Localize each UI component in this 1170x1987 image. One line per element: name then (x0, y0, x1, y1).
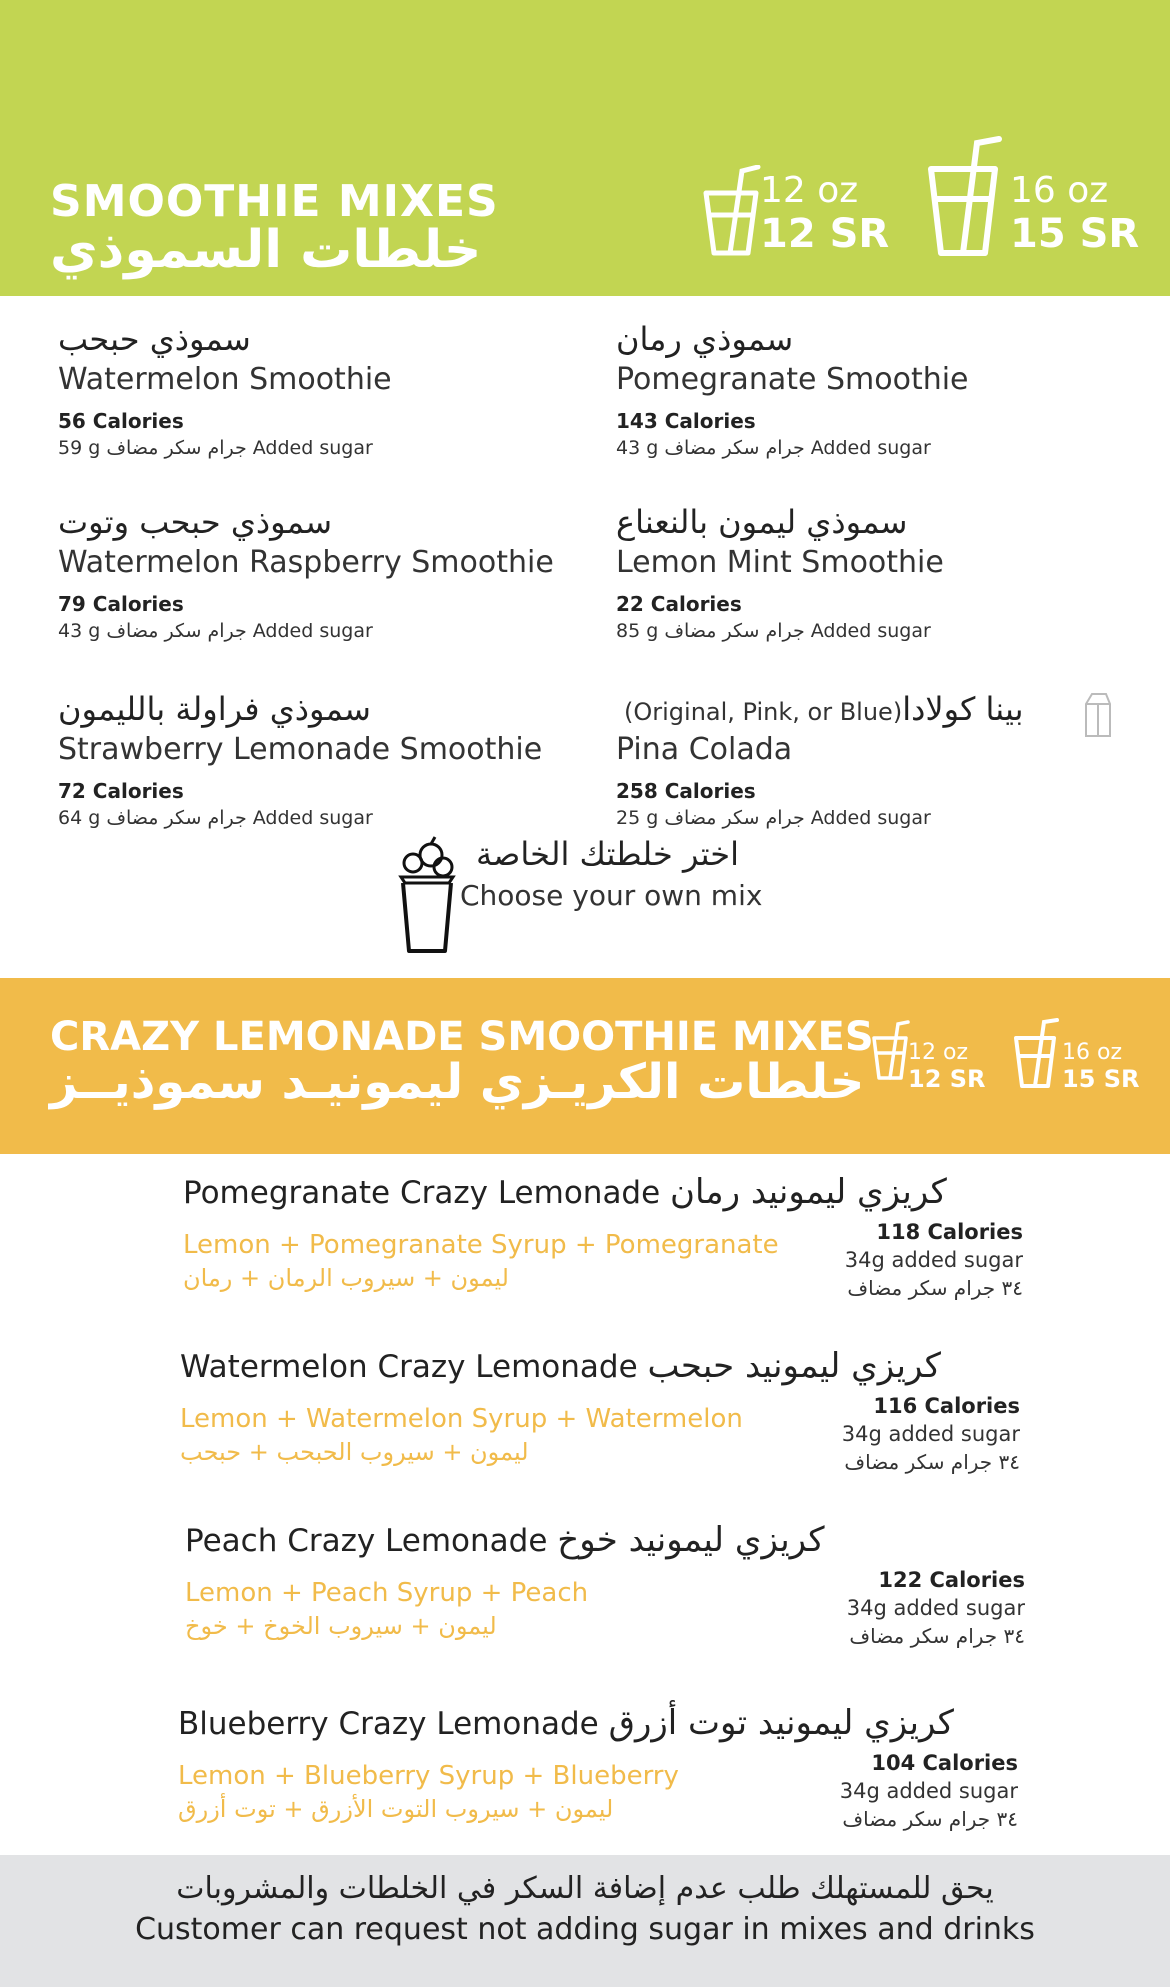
item-name-ar: سموذي فراولة بالليمون (58, 690, 371, 728)
item-name-ar: سموذي ليمون بالنعناع (616, 503, 908, 541)
ingredients-en: Lemon + Pomegranate Syrup + Pomegranate (183, 1230, 779, 1260)
cup-small-icon (700, 165, 762, 260)
menu-item (58, 690, 618, 829)
ingredients-ar: ليمون + سيروب الرمان + رمان (183, 1264, 509, 1292)
menu-item (58, 503, 618, 642)
footer-ar: يحق للمستهلك طلب عدم إضافة السكر في الخلطات والمشروبات (176, 1871, 994, 1906)
lemonade-size-large (1062, 1040, 1140, 1093)
item-name-en: Lemon Mint Smoothie (616, 545, 944, 580)
item-sugar: 43 g جرام سكر مضاف Added sugar (616, 437, 931, 459)
nutrition (847, 1568, 1025, 1648)
lemonade-title-ar: خلطات الكريـزي ليمونيـد سموذيــز (50, 1054, 865, 1110)
smoothie-size-large (1010, 170, 1139, 257)
lemonade-title (185, 1520, 1025, 1560)
carton-icon (1082, 690, 1114, 740)
item-name-en: Pina Colada (616, 732, 793, 767)
nutrition (842, 1394, 1020, 1474)
lemonade-sugar-en: 34g added sugar (844, 1248, 1023, 1272)
item-calories: 258 Calories (616, 779, 756, 803)
lemonade-header-band (0, 978, 1170, 1154)
item-name-ar-text: بينا كولادا (902, 690, 1024, 728)
nutrition (840, 1751, 1018, 1831)
footer-en: Customer can request not adding sugar in mixes and drinks (135, 1912, 1035, 1947)
item-name-en: Pomegranate Smoothie (616, 362, 969, 397)
item-name-ar: سموذي رمان (616, 320, 794, 358)
lemonade-calories: 118 Calories (876, 1220, 1023, 1244)
menu-item (616, 503, 1170, 642)
own-mix-en: Choose your own mix (460, 879, 763, 912)
lemonade-item (180, 1346, 1020, 1474)
item-name-ar: سموذي حبحب وتوت (58, 503, 333, 541)
ingredients-ar: ليمون + سيروب الحبحب + حبحب (180, 1438, 529, 1466)
menu-item (58, 320, 618, 459)
ingredients-en: Lemon + Peach Syrup + Peach (185, 1578, 589, 1608)
lemonade-sugar-ar: ٣٤ جرام سكر مضاف (842, 1807, 1018, 1831)
item-calories: 22 Calories (616, 592, 742, 616)
lemonade-title (183, 1172, 1023, 1212)
item-calories: 79 Calories (58, 592, 184, 616)
smoothie-title-ar: خلطات السموذي (50, 220, 482, 280)
lemonade-sugar-ar: ٣٤ جرام سكر مضاف (844, 1450, 1020, 1474)
lemonade-calories: 104 Calories (871, 1751, 1018, 1775)
lemonade-title-ar: كريزي ليمونيد حبحب (647, 1346, 941, 1386)
item-sugar: 43 g جرام سكر مضاف Added sugar (58, 620, 373, 642)
lemonade-item (185, 1520, 1025, 1648)
size-small-price: 12 SR (908, 1065, 986, 1093)
lemonade-title-en: Pomegranate Crazy Lemonade (183, 1175, 661, 1211)
lemonade-title-en: Peach Crazy Lemonade (185, 1523, 548, 1559)
ingredients-en: Lemon + Blueberry Syrup + Blueberry (178, 1761, 679, 1791)
lemonade-calories: 116 Calories (873, 1394, 1020, 1418)
item-name-en: Watermelon Raspberry Smoothie (58, 545, 554, 580)
item-name-en: Strawberry Lemonade Smoothie (58, 732, 543, 767)
smoothie-header-band (0, 0, 1170, 296)
lemonade-sugar-en: 34g added sugar (841, 1422, 1020, 1446)
nutrition (845, 1220, 1023, 1300)
smoothie-title-en: SMOOTHIE MIXES (50, 176, 499, 227)
lemonade-title-ar: كريزي ليمونيد رمان (670, 1172, 947, 1212)
lemonade-title-ar: كريزي ليمونيد خوخ (557, 1520, 825, 1560)
own-mix-block (400, 835, 820, 912)
cup-small-icon (870, 1020, 910, 1082)
lemonade-item (183, 1172, 1023, 1300)
item-sugar: 64 g جرام سكر مضاف Added sugar (58, 807, 373, 829)
item-calories: 56 Calories (58, 409, 184, 433)
item-sugar: 85 g جرام سكر مضاف Added sugar (616, 620, 931, 642)
lemonade-sugar-ar: ٣٤ جرام سكر مضاف (849, 1624, 1025, 1648)
lemonade-title-en: Blueberry Crazy Lemonade (178, 1706, 599, 1742)
size-small-price: 12 SR (760, 211, 890, 257)
ingredients-ar: ليمون + سيروب الخوخ + خوخ (185, 1612, 497, 1640)
lemonade-title-en: CRAZY LEMONADE SMOOTHIE MIXES (50, 1014, 874, 1060)
item-name-en: Watermelon Smoothie (58, 362, 392, 397)
item-name-ar: سموذي حبحب (58, 320, 251, 358)
item-sugar: 59 g جرام سكر مضاف Added sugar (58, 437, 373, 459)
lemonade-title-ar: كريزي ليمونيد توت أزرق (608, 1703, 954, 1743)
lemonade-sugar-en: 34g added sugar (846, 1596, 1025, 1620)
menu-item (616, 320, 1170, 459)
item-sugar: 25 g جرام سكر مضاف Added sugar (616, 807, 931, 829)
lemonade-sugar-en: 34g added sugar (839, 1779, 1018, 1803)
item-calories: 72 Calories (58, 779, 184, 803)
size-large-price: 15 SR (1062, 1065, 1140, 1093)
lemonade-title (178, 1703, 1018, 1743)
footer-note (0, 1855, 1170, 1987)
lemonade-calories: 122 Calories (878, 1568, 1025, 1592)
lemonade-title-en: Watermelon Crazy Lemonade (180, 1349, 638, 1385)
ingredients-ar: ليمون + سيروب التوت الأزرق + توت أزرق (178, 1795, 614, 1823)
lemonade-title (180, 1346, 1020, 1386)
cup-large-icon (1012, 1018, 1060, 1090)
item-calories: 143 Calories (616, 409, 756, 433)
lemonade-item (178, 1703, 1018, 1831)
own-mix-ar: اختر خلطتك الخاصة (476, 835, 739, 873)
lemonade-sugar-ar: ٣٤ جرام سكر مضاف (847, 1276, 1023, 1300)
size-large-oz: 16 oz (1010, 170, 1109, 211)
pina-variants-note: (Original, Pink, or Blue) (624, 698, 903, 726)
lemonade-size-small (908, 1040, 986, 1093)
smoothie-size-small (760, 170, 889, 257)
size-large-price: 15 SR (1010, 211, 1140, 257)
size-small-oz: 12 oz (760, 170, 859, 211)
size-small-oz: 12 oz (908, 1040, 968, 1065)
size-large-oz: 16 oz (1062, 1040, 1122, 1065)
ingredients-en: Lemon + Watermelon Syrup + Watermelon (180, 1404, 743, 1434)
cup-large-icon (925, 135, 1005, 260)
